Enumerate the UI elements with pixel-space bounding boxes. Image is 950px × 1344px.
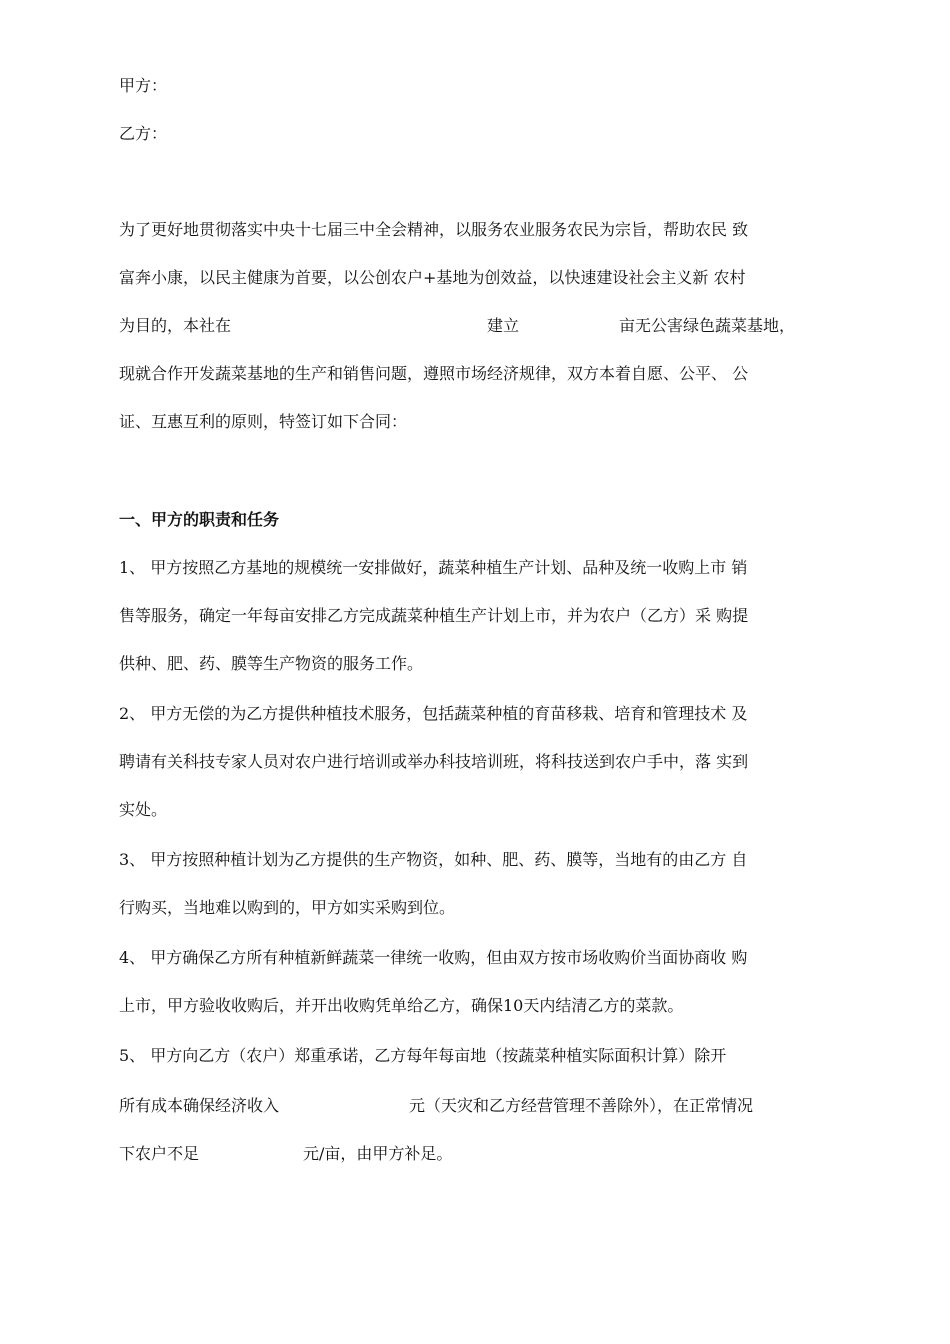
clause-line: 1、 甲方按照乙方基地的规模统一安排做好，蔬菜种植生产计划、品种及统一收购上市 销 (119, 558, 748, 577)
clause-line: 5、 甲方向乙方（农户）郑重承诺，乙方每年每亩地（按蔬菜种植实际面积计算）除开 (119, 1046, 727, 1065)
clause-line: 聘请有关科技专家人员对农户进行培训或举办科技培训班，将科技送到农户手中，落 实到 (119, 752, 749, 771)
clause-text: 元/亩，由甲方补足。 (303, 1144, 453, 1163)
clause-line: 2、 甲方无偿的为乙方提供种植技术服务，包括蔬菜种植的育苗移栽、培育和管理技术 及 (119, 704, 748, 723)
clause-text: 元（天灾和乙方经营管理不善除外），在正常情况 (409, 1096, 754, 1115)
clause-text: 所有成本确保经济收入 (119, 1096, 280, 1115)
party-b-label: 乙方： (119, 124, 168, 143)
clause-line: 售等服务，确定一年每亩安排乙方完成蔬菜种植生产计划上市，并为农户（乙方）采 购提 (119, 606, 749, 625)
section-heading: 一、甲方的职责和任务 (119, 510, 280, 529)
preamble-text: 建立 (487, 316, 520, 335)
preamble-line: 富奔小康，以民主健康为首要，以公创农户+基地为创效益，以快速建设社会主义新 农村 (119, 268, 746, 287)
preamble-text: 为目的，本社在 (119, 316, 232, 335)
clause-line: 上市，甲方验收收购后，并开出收购凭单给乙方，确保10天内结清乙方的菜款。 (119, 996, 684, 1015)
preamble-text: 亩无公害绿色蔬菜基地， (619, 316, 796, 335)
preamble-line: 为了更好地贯彻落实中央十七届三中全会精神，以服务农业服务农民为宗旨，帮助农民 致 (119, 220, 749, 239)
clause-line: 供种、肥、药、膜等生产物资的服务工作。 (119, 654, 424, 673)
clause-line: 行购买，当地难以购到的，甲方如实采购到位。 (119, 898, 456, 917)
preamble-line: 证、互惠互利的原则，特签订如下合同： (119, 412, 408, 431)
clause-text: 下农户不足 (119, 1144, 200, 1163)
clause-line: 3、 甲方按照种植计划为乙方提供的生产物资，如种、肥、药、膜等，当地有的由乙方 自 (119, 850, 748, 869)
clause-line: 4、 甲方确保乙方所有种植新鲜蔬菜一律统一收购，但由双方按市场收购价当面协商收 购 (119, 948, 748, 967)
preamble-line: 现就合作开发蔬菜基地的生产和销售问题，遵照市场经济规律，双方本着自愿、公平、 公 (119, 364, 749, 383)
party-a-label: 甲方： (119, 76, 168, 95)
clause-line: 实处。 (119, 800, 168, 819)
